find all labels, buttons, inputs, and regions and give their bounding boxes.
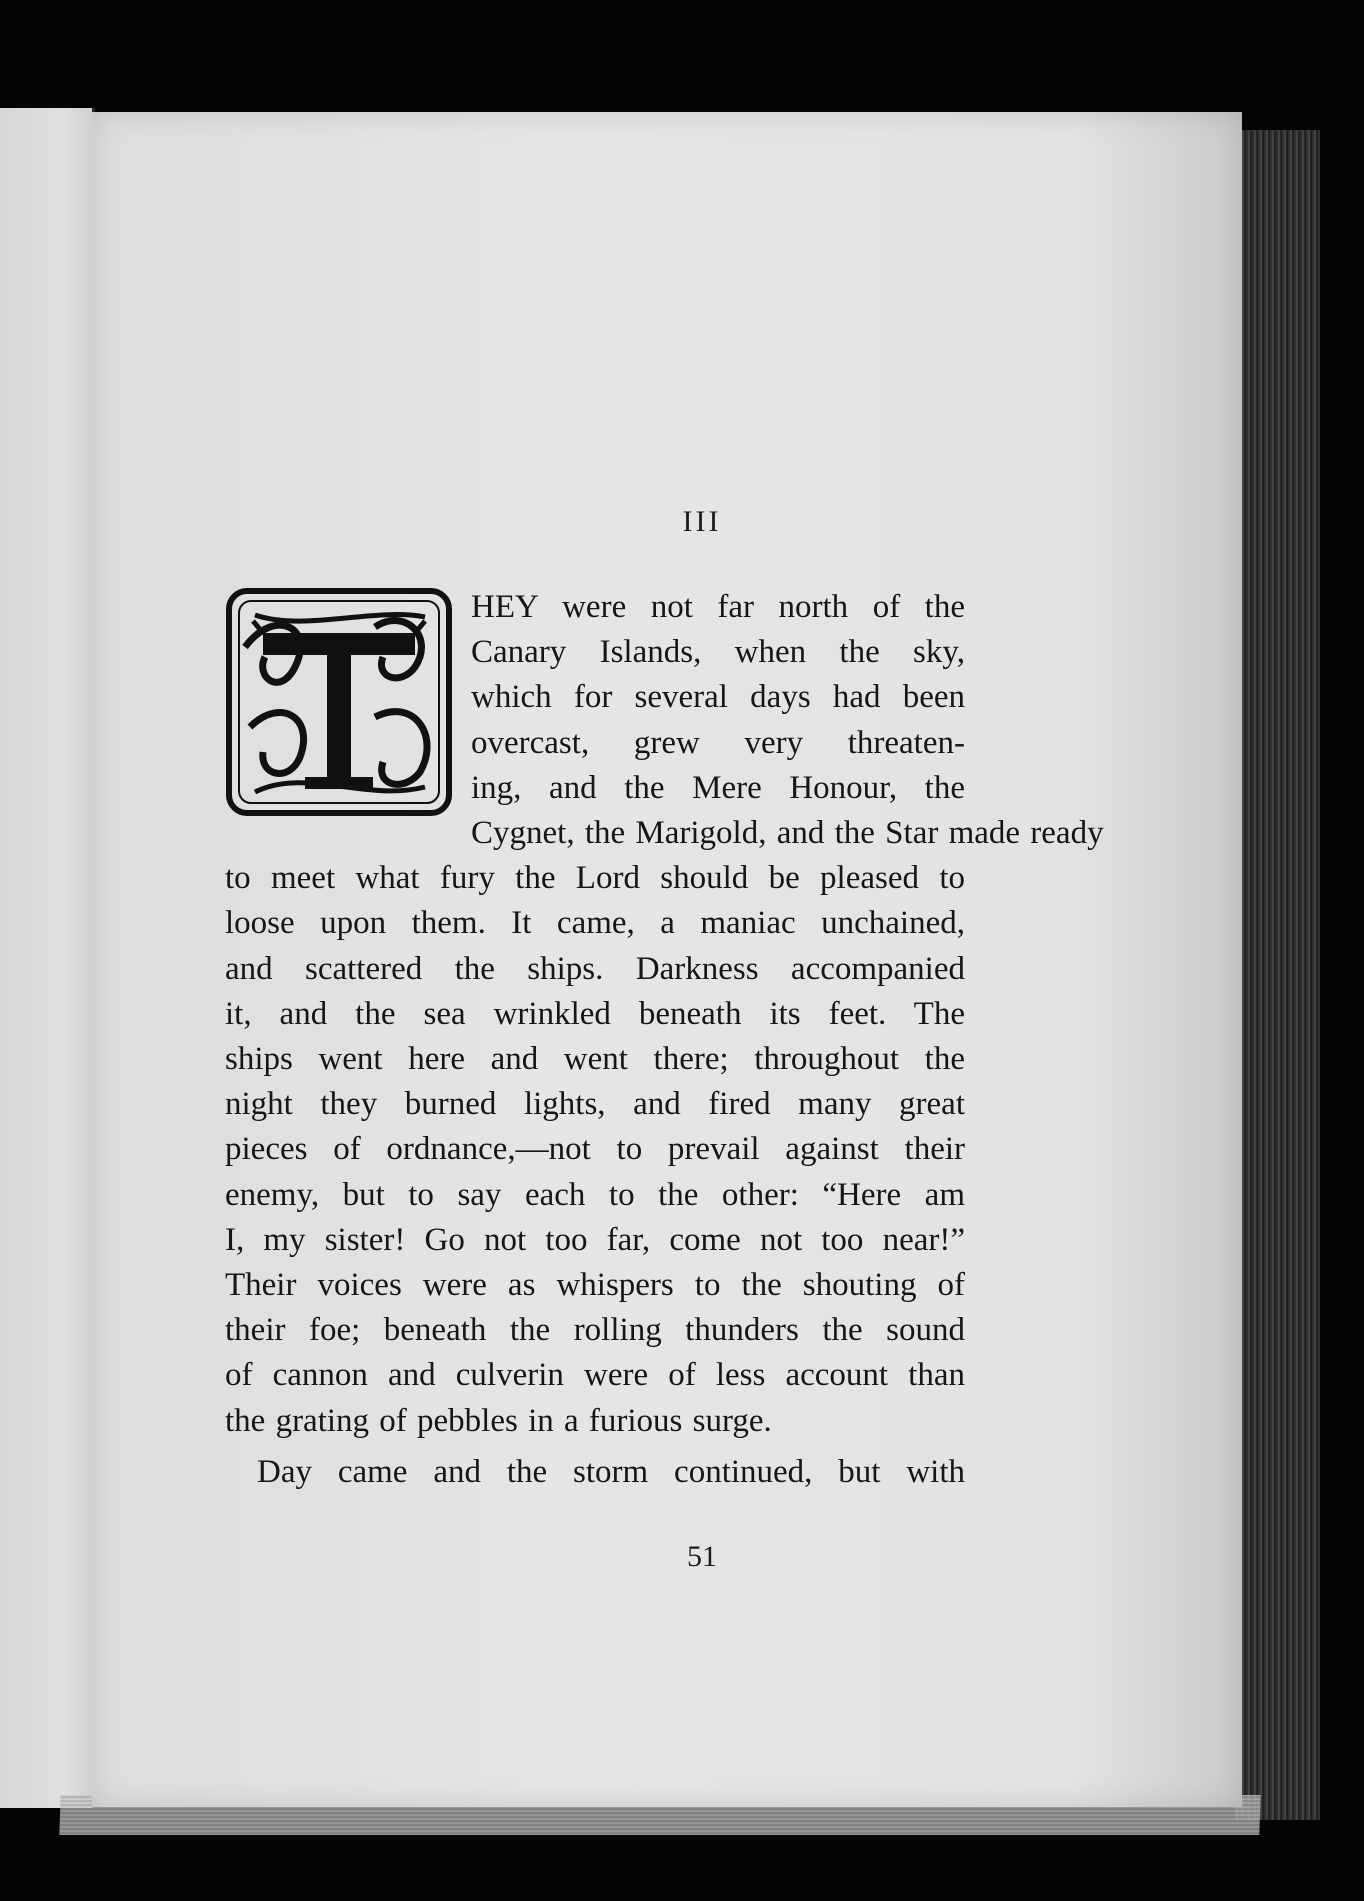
text-line: enemy, but to say each to the other: “Here am xyxy=(225,1176,965,1213)
text-line: loose upon them. It came, a maniac unchained, xyxy=(225,905,965,942)
text-line: it, and the sea wrinkled beneath its feet. The xyxy=(225,995,965,1032)
drop-cap-ornament-icon xyxy=(225,587,453,817)
text-line: ships went here and went there; throughout the xyxy=(225,1041,965,1078)
text-line: ing, and the Mere Honour, the xyxy=(471,769,965,806)
text-line: Canary Islands, when the sky, xyxy=(471,634,965,671)
text-line: I, my sister! Go not too far, come not too near!” xyxy=(225,1221,965,1258)
text-line: HEY were not far north of the xyxy=(471,589,965,625)
ornamental-drop-cap xyxy=(225,587,453,817)
text-line: the grating of pebbles in a furious surge. xyxy=(225,1402,772,1439)
text-line: Their voices were as whispers to the shouting of xyxy=(225,1267,965,1304)
text-line: pieces of ordnance,—not to prevail against their xyxy=(225,1131,965,1168)
chapter-number: III xyxy=(682,505,722,538)
text-line: and scattered the ships. Darkness accompanied xyxy=(225,950,965,987)
text-line: Cygnet, the Marigold, and the Star made ready xyxy=(471,815,1104,852)
page-number: 51 xyxy=(687,1540,717,1573)
paragraph xyxy=(225,1450,965,1495)
text-line: to meet what fury the Lord should be pleased to xyxy=(225,860,965,897)
text-line: which for several days had been xyxy=(471,679,965,716)
text-line: their foe; beneath the rolling thunders the sound xyxy=(225,1312,965,1349)
text-line: overcast, grew very threaten- xyxy=(471,724,965,761)
text-line: Day came and the storm continued, but with xyxy=(257,1453,965,1490)
text-line: of cannon and culverin were of less account than xyxy=(225,1357,965,1394)
text-line: night they burned lights, and fired many great xyxy=(225,1086,965,1123)
chapter-text xyxy=(225,585,1104,1495)
